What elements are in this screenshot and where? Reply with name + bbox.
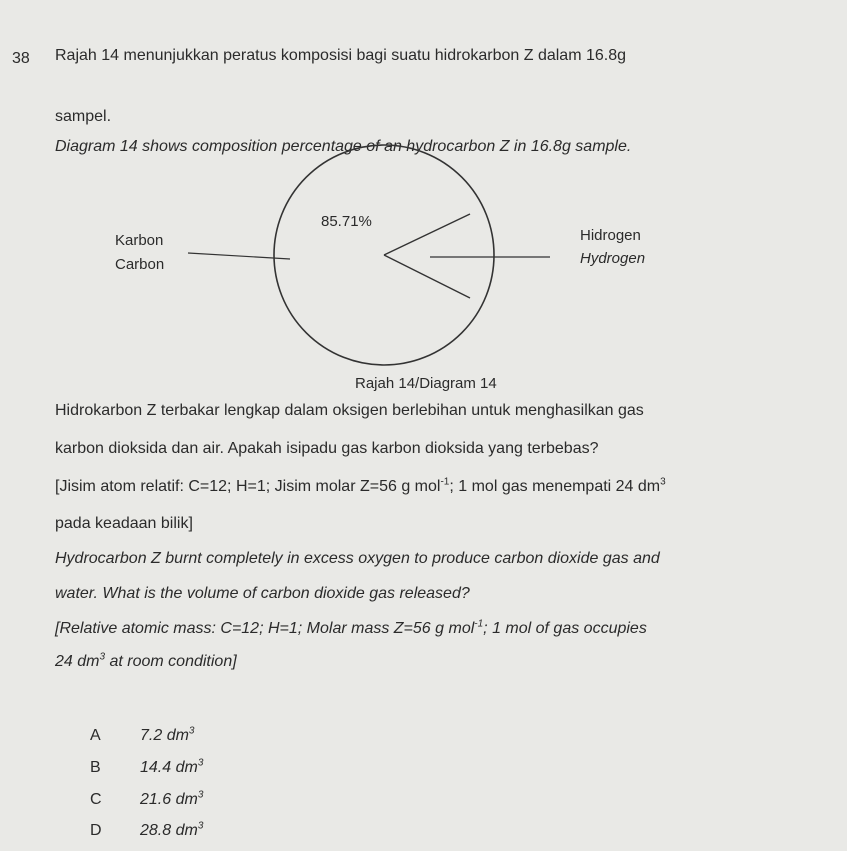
option-value: 14.4 $dm^3$: [140, 757, 204, 776]
question-malay-line1: Rajah 14 menunjukkan peratus komposisi bagi suatu hidrokarbon Z dalam 16.8g: [55, 47, 627, 64]
malay-para-line2: karbon dioksida dan air. Apakah isipadu gas karbon dioksida yang terbebas?: [55, 440, 599, 457]
label-carbon-percent: 85.71%: [321, 213, 372, 230]
option-value: 21.6 $dm^3$: [140, 789, 204, 808]
label-carbon-malay: Karbon: [115, 232, 164, 249]
option-a[interactable]: [90, 725, 195, 745]
question-english-line: Diagram 14 shows composition percentage of an hydrocarbon Z in 16.8g sample.: [55, 138, 632, 155]
english-para-line2: water. What is the volume of carbon dioxide gas released?: [55, 585, 470, 602]
malay-para-line1: Hidrokarbon Z terbakar lengkap dalam oksigen berlebihan untuk menghasilkan gas: [55, 402, 644, 419]
label-hydrogen-english: Hydrogen: [580, 250, 646, 267]
option-value: 28.8 $dm^3$: [140, 820, 204, 839]
english-para-line1: Hydrocarbon Z burnt completely in excess oxygen to produce carbon dioxide gas and: [55, 550, 660, 567]
option-letter: A: [90, 727, 101, 744]
english-para-line4: 24 $dm^3$ at room condition]: [55, 651, 237, 670]
option-letter: B: [90, 759, 101, 776]
malay-para-line3: [Jisim atom relatif: C=12; H=1; Jisim molar Z=56 g mol$^{-1}$; 1 mol gas menempati 24 $dm^3$: [55, 476, 666, 495]
option-value: 7.2 $dm^3$: [140, 725, 195, 744]
english-para-line3: [Relative atomic mass: C=12; H=1; Molar mass Z=56 g mol$^{-1}$; 1 mol of gas occupies: [55, 618, 647, 637]
pie-sector-line-lower: [384, 255, 470, 298]
option-letter: D: [90, 822, 102, 839]
diagram-caption: Rajah 14/Diagram 14: [355, 375, 497, 392]
question-malay-line2: sampel.: [55, 108, 112, 125]
pie-sector-line-upper: [384, 214, 470, 255]
label-carbon-english: Carbon: [115, 256, 165, 273]
malay-para-line4: pada keadaan bilik]: [55, 515, 193, 532]
option-b[interactable]: [90, 757, 204, 777]
option-d[interactable]: [90, 820, 204, 840]
label-hydrogen-malay: Hidrogen: [580, 227, 641, 244]
option-letter: C: [90, 791, 102, 808]
option-c[interactable]: [90, 789, 204, 809]
question-number: 38: [12, 50, 30, 67]
